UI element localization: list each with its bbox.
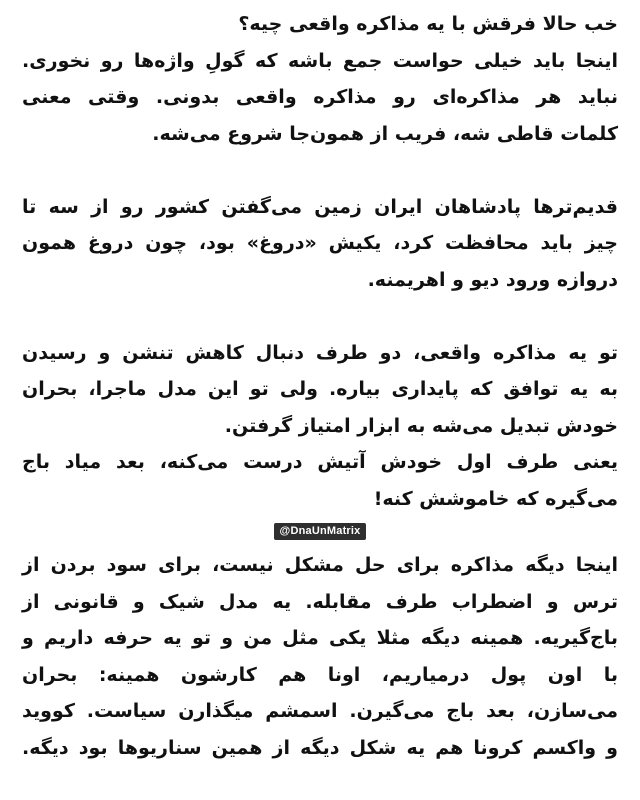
- channel-watermark: @DnaUnMatrix: [274, 523, 367, 540]
- text-line: تو یه مذاکره واقعی، دو طرف دنبال کاهش تنشن و رسیدن: [22, 341, 618, 364]
- text-line: کلمات قاطی شه، فریب از همون‌جا شروع می‌شه.: [152, 122, 618, 145]
- text-line: دروازه ورود دیو و اهریمنه.: [367, 268, 618, 291]
- text-line: اینجا باید خیلی حواست جمع باشه که گولِ واژه‌ها رو نخوری.: [22, 49, 618, 72]
- paragraph-spacer: [22, 152, 618, 189]
- paragraph-3: [22, 335, 618, 518]
- text-line: و واکسم کرونا هم یه شکل دیگه از همین سناریوها بود دیگه.: [22, 736, 618, 759]
- document-body: [22, 6, 618, 766]
- text-line: ترس و اضطراب طرف مقابله. یه مدل شیک و قانونی از: [22, 590, 618, 613]
- text-line: با اون پول درمیاریم، اونا هم کارشون همینه: بحران: [22, 663, 618, 686]
- text-line: اینجا دیگه مذاکره برای حل مشکل نیست، برای سود بردن از: [22, 554, 618, 576]
- text-line: یعنی طرف اول خودش آتیش درست می‌کنه، بعد میاد باج: [22, 451, 618, 473]
- text-line: می‌سازن، بعد باج می‌گیرن. اسمشم میگذارن سیاست. کووید: [22, 700, 618, 722]
- text-line: خب حالا فرقش با یه مذاکره واقعی چیه؟: [238, 13, 618, 35]
- text-line: باج‌گیریه. همینه دیگه مثلا یکی مثل من و تو یه حرفه داریم و: [22, 627, 618, 649]
- text-line: خودش تبدیل می‌شه به ابزار امتیاز گرفتن.: [224, 414, 618, 437]
- watermark-container: [22, 517, 618, 547]
- text-line: می‌گیره که خاموشش کنه!: [373, 487, 618, 510]
- text-line: نباید هر مذاکره‌ای رو مذاکره واقعی بدونی. وقتی معنی: [22, 86, 618, 108]
- paragraph-4: [22, 547, 618, 766]
- text-line: قدیم‌ترها پادشاهان ایران زمین می‌گفتن کشور رو از سه تا: [22, 195, 618, 218]
- text-line: به یه توافق که پایداری بیاره. ولی تو این مدل ماجرا، بحران: [22, 378, 618, 400]
- text-line: چیز باید محافظت کرد، یکیش «دروغ» بود، چون دروغ همون: [22, 232, 618, 254]
- paragraph-spacer: [22, 298, 618, 335]
- paragraph-2: [22, 189, 618, 299]
- paragraph-1: [22, 6, 618, 152]
